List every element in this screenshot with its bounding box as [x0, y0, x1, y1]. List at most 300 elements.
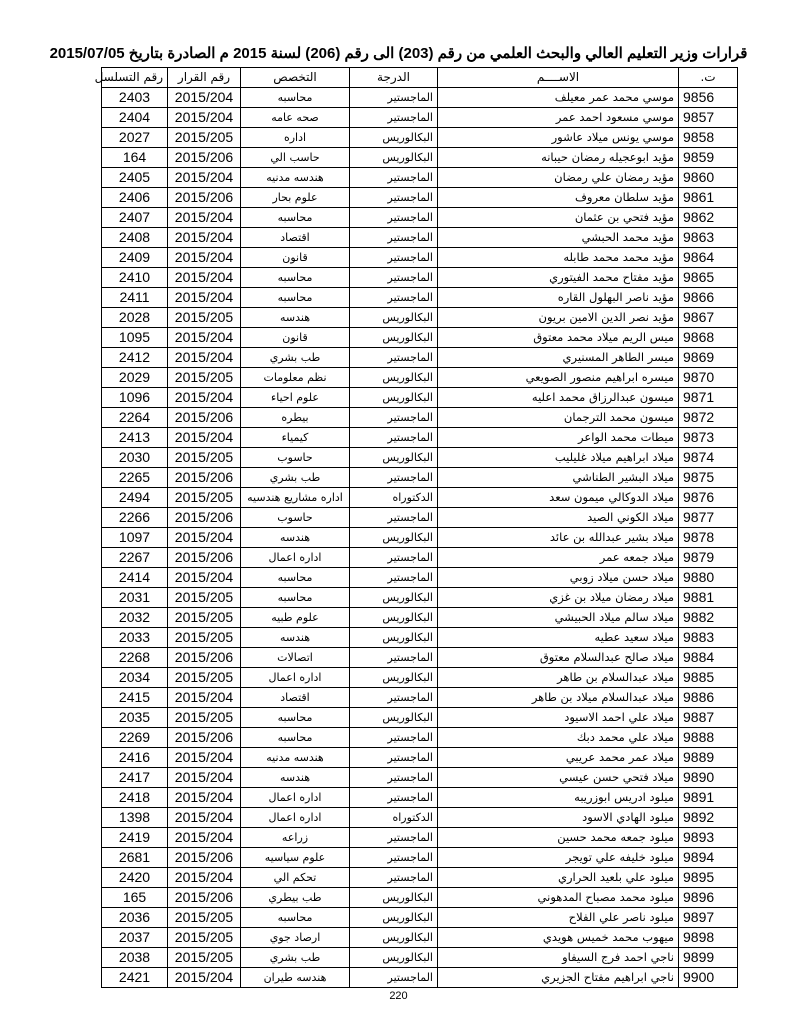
person-name: ميسره ابراهيم منصور الصويعي — [438, 368, 679, 388]
specialty: اداره اعمال — [241, 548, 350, 568]
degree-level: البكالوريس — [350, 328, 438, 348]
serial-number: 2265 — [102, 468, 168, 488]
decision-number: 2015/204 — [168, 688, 241, 708]
person-name: ناجي ابراهيم مفتاح الجزيري — [438, 968, 679, 988]
row-number: 9863 — [679, 228, 738, 248]
person-name: ميسون محمد الترجمان — [438, 408, 679, 428]
person-name: ميلاد عمر محمد عريبي — [438, 748, 679, 768]
specialty: طب بشري — [241, 468, 350, 488]
specialty: هندسه — [241, 768, 350, 788]
serial-number: 2418 — [102, 788, 168, 808]
degree-level: الماجستير — [350, 548, 438, 568]
decision-number: 2015/204 — [168, 208, 241, 228]
specialty: تحكم الي — [241, 868, 350, 888]
serial-number: 2033 — [102, 628, 168, 648]
decision-number: 2015/206 — [168, 548, 241, 568]
table-row — [102, 628, 738, 648]
serial-number: 2027 — [102, 128, 168, 148]
table-row — [102, 508, 738, 528]
specialty: علوم احياء — [241, 388, 350, 408]
serial-number: 2037 — [102, 928, 168, 948]
serial-number: 2416 — [102, 748, 168, 768]
table-row — [102, 228, 738, 248]
degree-level: الماجستير — [350, 728, 438, 748]
degree-level: الماجستير — [350, 788, 438, 808]
serial-number: 164 — [102, 148, 168, 168]
specialty: اداره اعمال — [241, 668, 350, 688]
degree-level: الماجستير — [350, 868, 438, 888]
table-row — [102, 548, 738, 568]
serial-number: 2409 — [102, 248, 168, 268]
decision-number: 2015/206 — [168, 408, 241, 428]
specialty: علوم بحار — [241, 188, 350, 208]
person-name: ميلاد سالم ميلاد الحبيشي — [438, 608, 679, 628]
table-row — [102, 608, 738, 628]
degree-level: الماجستير — [350, 168, 438, 188]
degree-level: البكالوريس — [350, 608, 438, 628]
degree-level: الماجستير — [350, 288, 438, 308]
header-name: الاســــم — [438, 68, 679, 88]
table-row — [102, 688, 738, 708]
row-number: 9878 — [679, 528, 738, 548]
specialty: اقتصاد — [241, 688, 350, 708]
specialty: علوم سياسيه — [241, 848, 350, 868]
row-number: 9861 — [679, 188, 738, 208]
serial-number: 2031 — [102, 588, 168, 608]
degree-level: الماجستير — [350, 748, 438, 768]
decision-number: 2015/205 — [168, 588, 241, 608]
table-row — [102, 568, 738, 588]
serial-number: 2034 — [102, 668, 168, 688]
serial-number: 2408 — [102, 228, 168, 248]
degree-level: البكالوريس — [350, 148, 438, 168]
table-row — [102, 908, 738, 928]
decision-number: 2015/204 — [168, 168, 241, 188]
decision-number: 2015/205 — [168, 488, 241, 508]
specialty: هندسه — [241, 628, 350, 648]
decision-number: 2015/204 — [168, 968, 241, 988]
specialty: كيمياء — [241, 428, 350, 448]
serial-number: 2411 — [102, 288, 168, 308]
degree-level: البكالوريس — [350, 948, 438, 968]
row-number: 9864 — [679, 248, 738, 268]
serial-number: 2032 — [102, 608, 168, 628]
table-row — [102, 128, 738, 148]
table-row — [102, 328, 738, 348]
serial-number: 2403 — [102, 88, 168, 108]
header-serial-number: رقم التسلسل — [102, 68, 168, 88]
table-row — [102, 168, 738, 188]
person-name: ميلاد عبدالسلام بن طاهر — [438, 668, 679, 688]
table-row — [102, 528, 738, 548]
person-name: ميلود علي بلعيد الحراري — [438, 868, 679, 888]
serial-number: 2407 — [102, 208, 168, 228]
page-number: 220 — [389, 990, 408, 1002]
decision-number: 2015/204 — [168, 248, 241, 268]
table-row — [102, 948, 738, 968]
row-number: 9862 — [679, 208, 738, 228]
degree-level: البكالوريس — [350, 588, 438, 608]
table-row — [102, 428, 738, 448]
decision-number: 2015/204 — [168, 748, 241, 768]
specialty: علوم طبيه — [241, 608, 350, 628]
row-number: 9872 — [679, 408, 738, 428]
row-number: 9860 — [679, 168, 738, 188]
table-row — [102, 348, 738, 368]
degree-level: الماجستير — [350, 468, 438, 488]
decision-number: 2015/204 — [168, 828, 241, 848]
table-row — [102, 588, 738, 608]
table-row — [102, 928, 738, 948]
person-name: ميلاد سعيد عطيه — [438, 628, 679, 648]
row-number: 9897 — [679, 908, 738, 928]
specialty: طب بيطري — [241, 888, 350, 908]
table-row — [102, 88, 738, 108]
specialty: قانون — [241, 248, 350, 268]
table-row — [102, 728, 738, 748]
specialty: هندسه مدنيه — [241, 748, 350, 768]
person-name: موسي محمد عمر معيلف — [438, 88, 679, 108]
table-body — [102, 88, 738, 988]
serial-number: 2419 — [102, 828, 168, 848]
person-name: ميلاد البشير الطناشي — [438, 468, 679, 488]
person-name: ناجي احمد فرج السيفاو — [438, 948, 679, 968]
decision-number: 2015/204 — [168, 88, 241, 108]
degree-level: البكالوريس — [350, 628, 438, 648]
person-name: ميلود خليفه علي تويجر — [438, 848, 679, 868]
degree-level: الماجستير — [350, 828, 438, 848]
serial-number: 2410 — [102, 268, 168, 288]
degree-level: الماجستير — [350, 508, 438, 528]
row-number: 9877 — [679, 508, 738, 528]
row-number: 9895 — [679, 868, 738, 888]
serial-number: 2421 — [102, 968, 168, 988]
person-name: ميلاد علي احمد الاسيود — [438, 708, 679, 728]
decision-number: 2015/205 — [168, 608, 241, 628]
serial-number: 2029 — [102, 368, 168, 388]
specialty: هندسه — [241, 308, 350, 328]
person-name: موسي يونس ميلاد عاشور — [438, 128, 679, 148]
row-number: 9876 — [679, 488, 738, 508]
row-number: 9886 — [679, 688, 738, 708]
degree-level: الماجستير — [350, 768, 438, 788]
person-name: ميلود محمد مصباح المدهوني — [438, 888, 679, 908]
specialty: حاسب الي — [241, 148, 350, 168]
specialty: محاسبه — [241, 728, 350, 748]
decision-number: 2015/205 — [168, 908, 241, 928]
degree-level: البكالوريس — [350, 708, 438, 728]
decision-number: 2015/204 — [168, 268, 241, 288]
degree-level: الماجستير — [350, 208, 438, 228]
degree-level: البكالوريس — [350, 368, 438, 388]
row-number: 9869 — [679, 348, 738, 368]
row-number: 9883 — [679, 628, 738, 648]
row-number: 9888 — [679, 728, 738, 748]
table-row — [102, 488, 738, 508]
person-name: ميلاد فتحي حسن عيسي — [438, 768, 679, 788]
decision-number: 2015/206 — [168, 848, 241, 868]
serial-number: 2412 — [102, 348, 168, 368]
person-name: ميلاد رمضان ميلاد بن غزي — [438, 588, 679, 608]
serial-number: 2269 — [102, 728, 168, 748]
degree-level: البكالوريس — [350, 128, 438, 148]
table-row — [102, 188, 738, 208]
specialty: ارصاد جوي — [241, 928, 350, 948]
serial-number: 2038 — [102, 948, 168, 968]
specialty: محاسبه — [241, 268, 350, 288]
decision-number: 2015/206 — [168, 508, 241, 528]
table-row — [102, 828, 738, 848]
row-number: 9881 — [679, 588, 738, 608]
specialty: محاسبه — [241, 568, 350, 588]
person-name: ميلاد جمعه عمر — [438, 548, 679, 568]
person-name: ميلاد بشير عبدالله بن عائد — [438, 528, 679, 548]
specialty: زراعه — [241, 828, 350, 848]
specialty: اتصالات — [241, 648, 350, 668]
table-row — [102, 288, 738, 308]
row-number: 9899 — [679, 948, 738, 968]
table-row — [102, 648, 738, 668]
row-number: 9867 — [679, 308, 738, 328]
decision-number: 2015/205 — [168, 368, 241, 388]
decision-number: 2015/205 — [168, 948, 241, 968]
serial-number: 2404 — [102, 108, 168, 128]
specialty: محاسبه — [241, 908, 350, 928]
serial-number: 2268 — [102, 648, 168, 668]
decision-number: 2015/206 — [168, 728, 241, 748]
decision-number: 2015/205 — [168, 668, 241, 688]
header-degree: الدرجة — [350, 68, 438, 88]
row-number: 9857 — [679, 108, 738, 128]
decision-number: 2015/204 — [168, 568, 241, 588]
degree-level: الماجستير — [350, 568, 438, 588]
table-row — [102, 268, 738, 288]
specialty: قانون — [241, 328, 350, 348]
serial-number: 2406 — [102, 188, 168, 208]
serial-number: 1096 — [102, 388, 168, 408]
decision-number: 2015/206 — [168, 188, 241, 208]
table-row — [102, 388, 738, 408]
person-name: ميلاد ابراهيم ميلاد غليليب — [438, 448, 679, 468]
degree-level: البكالوريس — [350, 668, 438, 688]
degree-level: الماجستير — [350, 228, 438, 248]
specialty: حاسوب — [241, 448, 350, 468]
person-name: ميسون عبدالرزاق محمد اعليه — [438, 388, 679, 408]
specialty: اداره اعمال — [241, 808, 350, 828]
person-name: مؤيد ناصر البهلول القاره — [438, 288, 679, 308]
decision-number: 2015/205 — [168, 128, 241, 148]
person-name: موسي مسعود احمد عمر — [438, 108, 679, 128]
row-number: 9868 — [679, 328, 738, 348]
header-specialty: التخصص — [241, 68, 350, 88]
degree-level: الماجستير — [350, 348, 438, 368]
table-row — [102, 768, 738, 788]
degree-level: الماجستير — [350, 108, 438, 128]
person-name: مؤيد مفتاح محمد الفيتوري — [438, 268, 679, 288]
row-number: 9896 — [679, 888, 738, 908]
specialty: طب بشري — [241, 948, 350, 968]
degree-level: الدكتوراه — [350, 808, 438, 828]
decision-number: 2015/204 — [168, 108, 241, 128]
degree-level: الماجستير — [350, 248, 438, 268]
row-number: 9879 — [679, 548, 738, 568]
serial-number: 2266 — [102, 508, 168, 528]
person-name: مؤيد سلطان معروف — [438, 188, 679, 208]
serial-number: 2413 — [102, 428, 168, 448]
degree-level: الماجستير — [350, 688, 438, 708]
row-number: 9894 — [679, 848, 738, 868]
degree-level: الماجستير — [350, 428, 438, 448]
row-number: 9890 — [679, 768, 738, 788]
decision-number: 2015/204 — [168, 428, 241, 448]
table-header-row — [102, 68, 738, 88]
person-name: ميلاد عبدالسلام ميلاد بن طاهر — [438, 688, 679, 708]
specialty: اقتصاد — [241, 228, 350, 248]
specialty: محاسبه — [241, 588, 350, 608]
specialty: اداره مشاريع هندسيه — [241, 488, 350, 508]
degree-level: البكالوريس — [350, 928, 438, 948]
decision-number: 2015/205 — [168, 628, 241, 648]
specialty: محاسبه — [241, 88, 350, 108]
decision-number: 2015/205 — [168, 448, 241, 468]
specialty: محاسبه — [241, 288, 350, 308]
table-row — [102, 968, 738, 988]
decision-number: 2015/205 — [168, 708, 241, 728]
person-name: ميلاد صالح عبدالسلام معتوق — [438, 648, 679, 668]
table-row — [102, 408, 738, 428]
person-name: مؤيد فتحي بن عثمان — [438, 208, 679, 228]
serial-number: 165 — [102, 888, 168, 908]
table-row — [102, 708, 738, 728]
degree-level: البكالوريس — [350, 308, 438, 328]
table-row — [102, 208, 738, 228]
person-name: ميطات محمد الواعر — [438, 428, 679, 448]
person-name: مؤيد محمد محمد طابله — [438, 248, 679, 268]
row-number: 9893 — [679, 828, 738, 848]
degree-level: الماجستير — [350, 648, 438, 668]
row-number: 9856 — [679, 88, 738, 108]
degree-level: الماجستير — [350, 848, 438, 868]
serial-number: 2417 — [102, 768, 168, 788]
decision-number: 2015/204 — [168, 328, 241, 348]
person-name: ميلاد الكوني الصيد — [438, 508, 679, 528]
serial-number: 2030 — [102, 448, 168, 468]
serial-number: 2028 — [102, 308, 168, 328]
decision-number: 2015/205 — [168, 928, 241, 948]
decision-number: 2015/204 — [168, 528, 241, 548]
degree-level: البكالوريس — [350, 908, 438, 928]
degree-level: البكالوريس — [350, 388, 438, 408]
person-name: ميلاد الدوكالي ميمون سعد — [438, 488, 679, 508]
table-row — [102, 308, 738, 328]
specialty: اداره — [241, 128, 350, 148]
person-name: ميلاد علي محمد دبك — [438, 728, 679, 748]
serial-number: 2036 — [102, 908, 168, 928]
page-title: قرارات وزير التعليم العالي والبحث العلمي من رقم (203) الى رقم (206) لسنة 2015 م الصادرة بتاريخ 2015/07/05 — [49, 45, 748, 62]
table-row — [102, 848, 738, 868]
decision-number: 2015/206 — [168, 648, 241, 668]
row-number: 9865 — [679, 268, 738, 288]
decision-number: 2015/204 — [168, 228, 241, 248]
table-row — [102, 888, 738, 908]
row-number: 9884 — [679, 648, 738, 668]
degree-level: الماجستير — [350, 408, 438, 428]
row-number: 9874 — [679, 448, 738, 468]
specialty: اداره اعمال — [241, 788, 350, 808]
degree-level: الماجستير — [350, 88, 438, 108]
person-name: ميلود جمعه محمد حسين — [438, 828, 679, 848]
specialty: هندسه — [241, 528, 350, 548]
header-decision-number: رقم القرار — [168, 68, 241, 88]
table-row — [102, 448, 738, 468]
serial-number: 1398 — [102, 808, 168, 828]
row-number: 9885 — [679, 668, 738, 688]
serial-number: 2494 — [102, 488, 168, 508]
degree-level: البكالوريس — [350, 448, 438, 468]
serial-number: 2420 — [102, 868, 168, 888]
table-row — [102, 788, 738, 808]
decisions-table — [94, 67, 738, 988]
row-number: 9882 — [679, 608, 738, 628]
row-number: 9871 — [679, 388, 738, 408]
decision-number: 2015/204 — [168, 808, 241, 828]
specialty: محاسبه — [241, 208, 350, 228]
serial-number: 2035 — [102, 708, 168, 728]
table-row — [102, 368, 738, 388]
specialty: هندسه طيران — [241, 968, 350, 988]
row-number: 9887 — [679, 708, 738, 728]
person-name: ميلود ناصر علي الفلاح — [438, 908, 679, 928]
person-name: ميلاد حسن ميلاد زوبي — [438, 568, 679, 588]
specialty: طب بشري — [241, 348, 350, 368]
specialty: صحه عامه — [241, 108, 350, 128]
row-number: 9858 — [679, 128, 738, 148]
serial-number: 2681 — [102, 848, 168, 868]
specialty: هندسه مدنيه — [241, 168, 350, 188]
serial-number: 2405 — [102, 168, 168, 188]
decision-number: 2015/204 — [168, 348, 241, 368]
decision-number: 2015/204 — [168, 288, 241, 308]
decision-number: 2015/206 — [168, 888, 241, 908]
decision-number: 2015/204 — [168, 868, 241, 888]
row-number: 9870 — [679, 368, 738, 388]
person-name: ميس الريم ميلاد محمد معتوق — [438, 328, 679, 348]
degree-level: الدكتوراه — [350, 488, 438, 508]
decision-number: 2015/206 — [168, 468, 241, 488]
degree-level: الماجستير — [350, 968, 438, 988]
decision-number: 2015/206 — [168, 148, 241, 168]
specialty: حاسوب — [241, 508, 350, 528]
person-name: ميسر الطاهر المسنيري — [438, 348, 679, 368]
specialty: نظم معلومات — [241, 368, 350, 388]
row-number: 9859 — [679, 148, 738, 168]
row-number: 9880 — [679, 568, 738, 588]
table-row — [102, 748, 738, 768]
person-name: مؤيد رمضان علي رمضان — [438, 168, 679, 188]
row-number: 9898 — [679, 928, 738, 948]
header-number: ت. — [679, 68, 738, 88]
serial-number: 2415 — [102, 688, 168, 708]
table-row — [102, 468, 738, 488]
degree-level: البكالوريس — [350, 888, 438, 908]
serial-number: 2414 — [102, 568, 168, 588]
decision-number: 2015/204 — [168, 768, 241, 788]
person-name: مؤيد محمد الحبشي — [438, 228, 679, 248]
row-number: 9892 — [679, 808, 738, 828]
table-row — [102, 108, 738, 128]
row-number: 9891 — [679, 788, 738, 808]
row-number: 9875 — [679, 468, 738, 488]
